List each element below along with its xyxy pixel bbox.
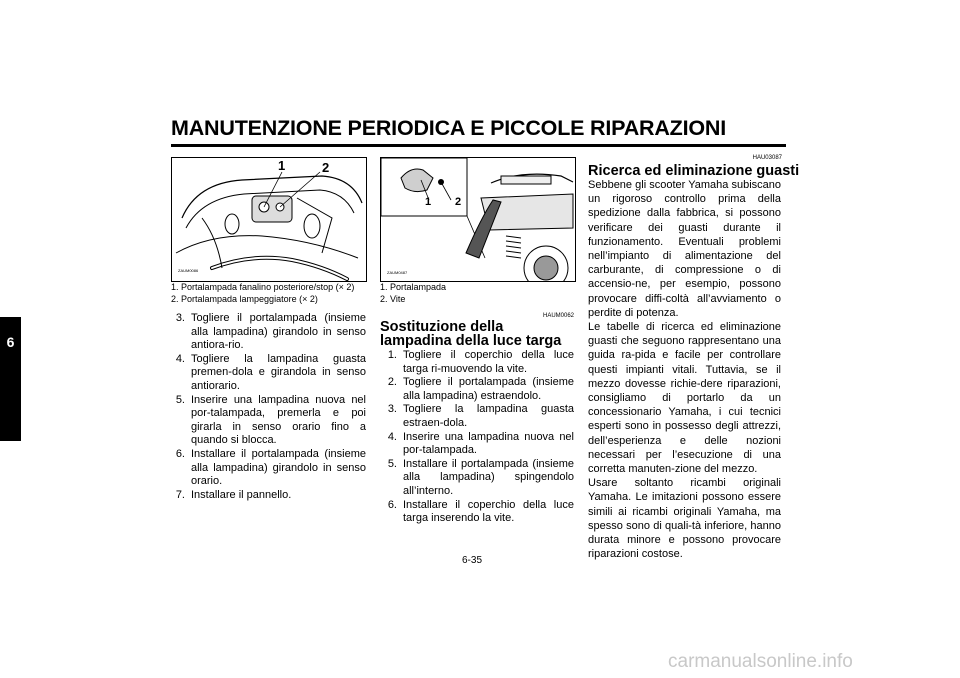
figure2-callout-2: 2 bbox=[455, 196, 462, 208]
list-item bbox=[383, 499, 574, 526]
step-number: 4. bbox=[175, 352, 185, 365]
list-item bbox=[383, 403, 574, 430]
page-header-title: MANUTENZIONE PERIODICA E PICCOLE RIPARAZIONI bbox=[171, 116, 726, 140]
step-number: 4. bbox=[387, 430, 397, 443]
list-item bbox=[171, 448, 366, 489]
step-text: Installare il portalampada (insieme alla lampadina) spingendolo all’interno. bbox=[403, 457, 574, 497]
trouble-paragraph-2: Le tabelle di ricerca ed eliminazione guasti che seguono rappresentano una guida ra-pida e facile per controllare questi impianti vitali. Tuttavia, se il mezzo dovesse richie-dere riparazioni, consigliamo di portarlo da un concessionario Yamaha, i cui tecnici esperti sono in possesso degli attrezzi, dell’esperienza e delle nozioni necessari per l’esecuzione di una corretta manuten-zione del mezzo. bbox=[588, 321, 781, 476]
list-item bbox=[171, 394, 366, 448]
figure1-caption-2: 2. Portalampada lampeggiatore (× 2) bbox=[171, 293, 318, 304]
figure1-captions bbox=[171, 282, 371, 305]
step-text: Togliere la lampadina guasta premen-dola e girandola in senso antiorario. bbox=[191, 352, 366, 392]
trouble-paragraph-1: Sebbene gli scooter Yamaha subiscano un rigoroso controllo prima della spedizione dalla fabbrica, si possono verificare dei guasti durante il funzionamento. Eventuali problemi nell’impianto di alimentazione del carburante, di compressione o di accensio-ne, per esempio, possono provocare diffi-coltà all’avviamento o perdite di potenza. bbox=[588, 179, 781, 319]
step-number: 1. bbox=[387, 349, 397, 361]
section-license-title: Sostituzione della lampadina della luce targa bbox=[380, 319, 562, 349]
section-license-code: HAUM0062 bbox=[542, 313, 574, 319]
section-trouble-code: HAU03087 bbox=[752, 155, 782, 161]
chapter-tab bbox=[0, 317, 21, 441]
header-rule bbox=[171, 144, 786, 147]
step-text: Installare il pannello. bbox=[191, 488, 292, 501]
step-number: 5. bbox=[175, 393, 185, 406]
step-text: Togliere la lampadina guasta estraen-dola. bbox=[403, 403, 574, 429]
section-trouble-title: Ricerca ed eliminazione guasti bbox=[588, 163, 800, 179]
list-item bbox=[171, 353, 366, 394]
figure1-callout-2: 2 bbox=[322, 160, 330, 175]
license-light-illustration bbox=[381, 158, 575, 281]
figure2-caption-1: 1. Portalampada bbox=[380, 282, 447, 292]
step-text: Togliere il portalampada (insieme alla lampadina) estraendolo. bbox=[403, 376, 574, 402]
list-item bbox=[383, 458, 574, 499]
figure1-caption-1: 1. Portalampada fanalino posteriore/stop (× 2) bbox=[171, 282, 355, 292]
section-trouble-body bbox=[588, 178, 781, 561]
list-item bbox=[383, 431, 574, 458]
figure-tail-light-holders bbox=[171, 157, 367, 282]
step-number: 3. bbox=[387, 403, 397, 416]
step-text: Inserire una lampadina nuova nel por-talampada, premerla e poi girarla in senso orario fino a quando si blocca. bbox=[191, 393, 366, 447]
steps-left-list bbox=[171, 312, 366, 502]
list-item bbox=[383, 376, 574, 403]
figure2-callout-1: 1 bbox=[425, 196, 432, 208]
list-item bbox=[383, 349, 574, 376]
list-item bbox=[171, 489, 366, 503]
figure-license-light bbox=[380, 157, 576, 282]
figure2-code: ZAUM0487 bbox=[387, 270, 408, 275]
page-number: 6-35 bbox=[462, 555, 483, 566]
tail-light-illustration bbox=[172, 158, 366, 281]
step-text: Togliere il portalampada (insieme alla lampadina) girandolo in senso antiora-rio. bbox=[191, 312, 366, 352]
step-number: 7. bbox=[175, 488, 185, 501]
step-text: Togliere il coperchio della luce targa ri-muovendo la vite. bbox=[403, 349, 574, 375]
step-text: Installare il portalampada (insieme alla lampadina) girandolo in senso orario. bbox=[191, 447, 366, 488]
watermark-text: carmanualsonline.info bbox=[668, 651, 853, 672]
figure2-captions bbox=[380, 282, 574, 305]
step-number: 2. bbox=[387, 376, 397, 389]
step-number: 3. bbox=[175, 312, 185, 324]
step-number: 6. bbox=[387, 498, 397, 511]
steps-license-list bbox=[383, 349, 574, 526]
figure1-callout-1: 1 bbox=[278, 158, 286, 173]
list-item bbox=[171, 312, 366, 353]
trouble-paragraph-3: Usare soltanto ricambi originali Yamaha. Le imitazioni possono essere simili ai ricambi originali Yamaha, ma spesso sono di quali-tà inferiore, hanno durata minore e possono provocare riparazioni costose. bbox=[588, 477, 781, 561]
figure1-code: ZAUM0086 bbox=[178, 268, 199, 273]
chapter-tab-label: 6 bbox=[6, 334, 15, 350]
step-text: Installare il coperchio della luce targa inserendo la vite. bbox=[403, 498, 574, 525]
step-text: Inserire una lampadina nuova nel por-talampada. bbox=[403, 430, 574, 457]
step-number: 5. bbox=[387, 457, 397, 470]
step-number: 6. bbox=[175, 447, 185, 460]
figure2-caption-2: 2. Vite bbox=[380, 293, 406, 304]
